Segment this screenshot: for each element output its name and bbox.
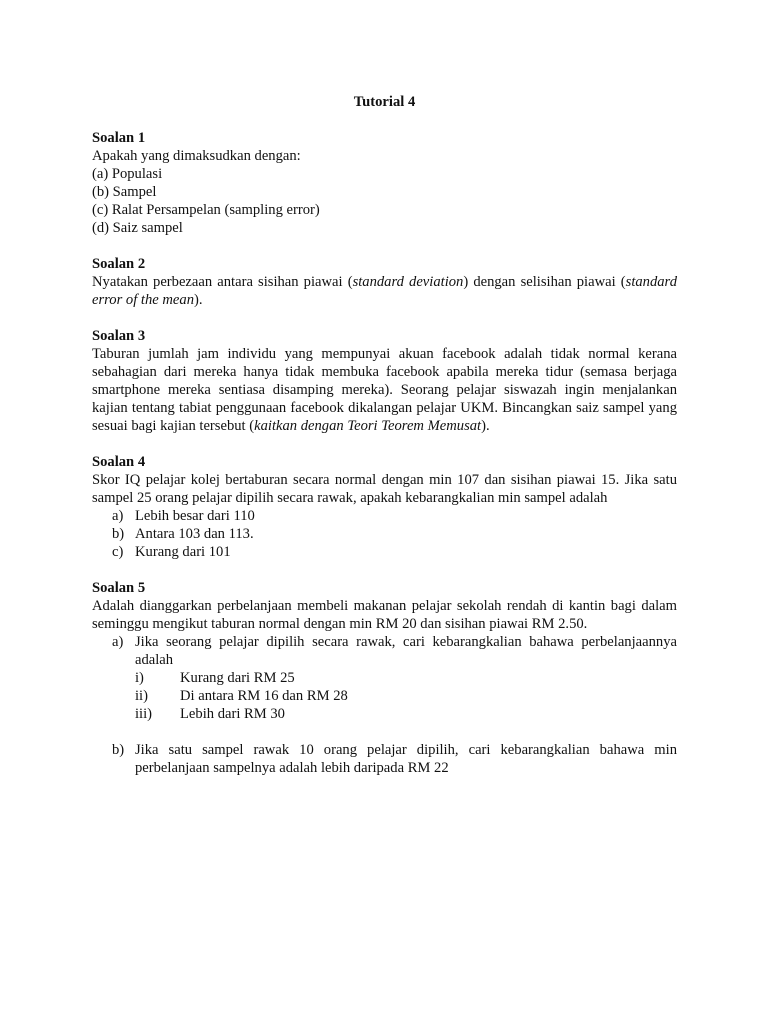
question-4-text: Skor IQ pelajar kolej bertaburan secara normal dengan min 107 dan sisihan piawai 15. Jika satu sampel 25 orang pelajar dipilih secara rawak, apakah kebarangkalian min sampel adalah <box>92 472 677 506</box>
question-4 <box>92 453 677 561</box>
question-5-text: Adalah dianggarkan perbelanjaan membeli makanan pelajar sekolah rendah di kantin bagi dalam seminggu mengikut taburan normal dengan min RM 20 dan sisihan piawai RM 2.50. <box>92 598 677 632</box>
question-1 <box>92 129 677 237</box>
question-2-heading: Soalan 2 <box>92 256 146 272</box>
question-1-item-c: (c) Ralat Persampelan (sampling error) <box>92 202 320 218</box>
question-5 <box>92 579 677 777</box>
question-2-term-standard-deviation: standard deviation <box>352 274 464 290</box>
question-5-heading: Soalan 5 <box>92 580 146 596</box>
list-item-text: Antara 103 dan 113. <box>135 526 254 542</box>
list-item-text: Jika satu sampel rawak 10 orang pelajar dipilih, cari kebarangkalian bahawa min perbelanjaan sampelnya adalah lebih daripada RM 22 <box>135 742 677 776</box>
list-marker: b) <box>112 742 125 758</box>
question-4-heading: Soalan 4 <box>92 454 146 470</box>
question-1-item-d: (d) Saiz sampel <box>92 220 183 236</box>
question-5-subitem-iii <box>92 705 677 723</box>
question-3-heading: Soalan 3 <box>92 328 146 344</box>
question-3-italic-hint: kaitkan dengan Teori Teorem Memusat <box>254 418 482 434</box>
sublist-item-text: Di antara RM 16 dan RM 28 <box>180 688 348 704</box>
question-3-text <box>92 345 677 435</box>
question-5-subitem-ii <box>92 687 677 705</box>
list-item-text: Jika seorang pelajar dipilih secara rawak, cari kebarangkalian bahawa perbelanjaannya adalah <box>135 634 677 668</box>
sublist-marker: ii) <box>135 688 148 704</box>
question-3-text-part: Taburan jumlah jam individu yang mempunyai akuan facebook adalah tidak normal kerana sebahagian dari mereka hanya tidak membuka facebook apabila mereka tidur (semasa berjaga smartphone mereka sentiasa disamping mereka). Seorang pelajar siswazah ingin menjalankan kajian tentang tabiat penggunaan facebook dikalangan pelajar UKM. Bincangkan saiz sampel yang sesuai bagi kajian tersebut ( <box>92 346 677 434</box>
question-1-item-a: (a) Populasi <box>92 166 163 182</box>
question-4-item-b <box>92 525 677 543</box>
list-marker: a) <box>112 634 124 650</box>
spacer <box>92 723 677 741</box>
question-5-part-a <box>92 633 677 669</box>
question-5-part-b <box>92 741 677 777</box>
question-3-text-part: ). <box>481 418 490 434</box>
document-page <box>92 93 677 795</box>
question-2-text <box>92 273 677 309</box>
list-item-text: Lebih besar dari 110 <box>135 508 255 524</box>
list-marker: a) <box>112 508 124 524</box>
list-marker: c) <box>112 544 124 560</box>
question-1-heading: Soalan 1 <box>92 130 146 146</box>
list-item-text: Kurang dari 101 <box>135 544 231 560</box>
question-2-text-part: ) dengan selisihan piawai ( <box>463 274 626 290</box>
sublist-marker: i) <box>135 670 144 686</box>
sublist-item-text: Kurang dari RM 25 <box>180 670 295 686</box>
question-2-text-part: Nyatakan perbezaan antara sisihan piawai ( <box>92 274 353 290</box>
page-title: Tutorial 4 <box>353 94 416 110</box>
question-5-subitem-i <box>92 669 677 687</box>
sublist-item-text: Lebih dari RM 30 <box>180 706 285 722</box>
question-2-term-standard-error: standard error of the mean <box>92 274 677 308</box>
question-4-item-c <box>92 543 677 561</box>
list-marker: b) <box>112 526 125 542</box>
question-4-item-a <box>92 507 677 525</box>
question-2 <box>92 255 677 309</box>
question-1-intro: Apakah yang dimaksudkan dengan: <box>92 148 301 164</box>
question-1-item-b: (b) Sampel <box>92 184 157 200</box>
sublist-marker: iii) <box>135 706 153 722</box>
question-2-text-part: ). <box>194 292 203 308</box>
question-3 <box>92 327 677 435</box>
